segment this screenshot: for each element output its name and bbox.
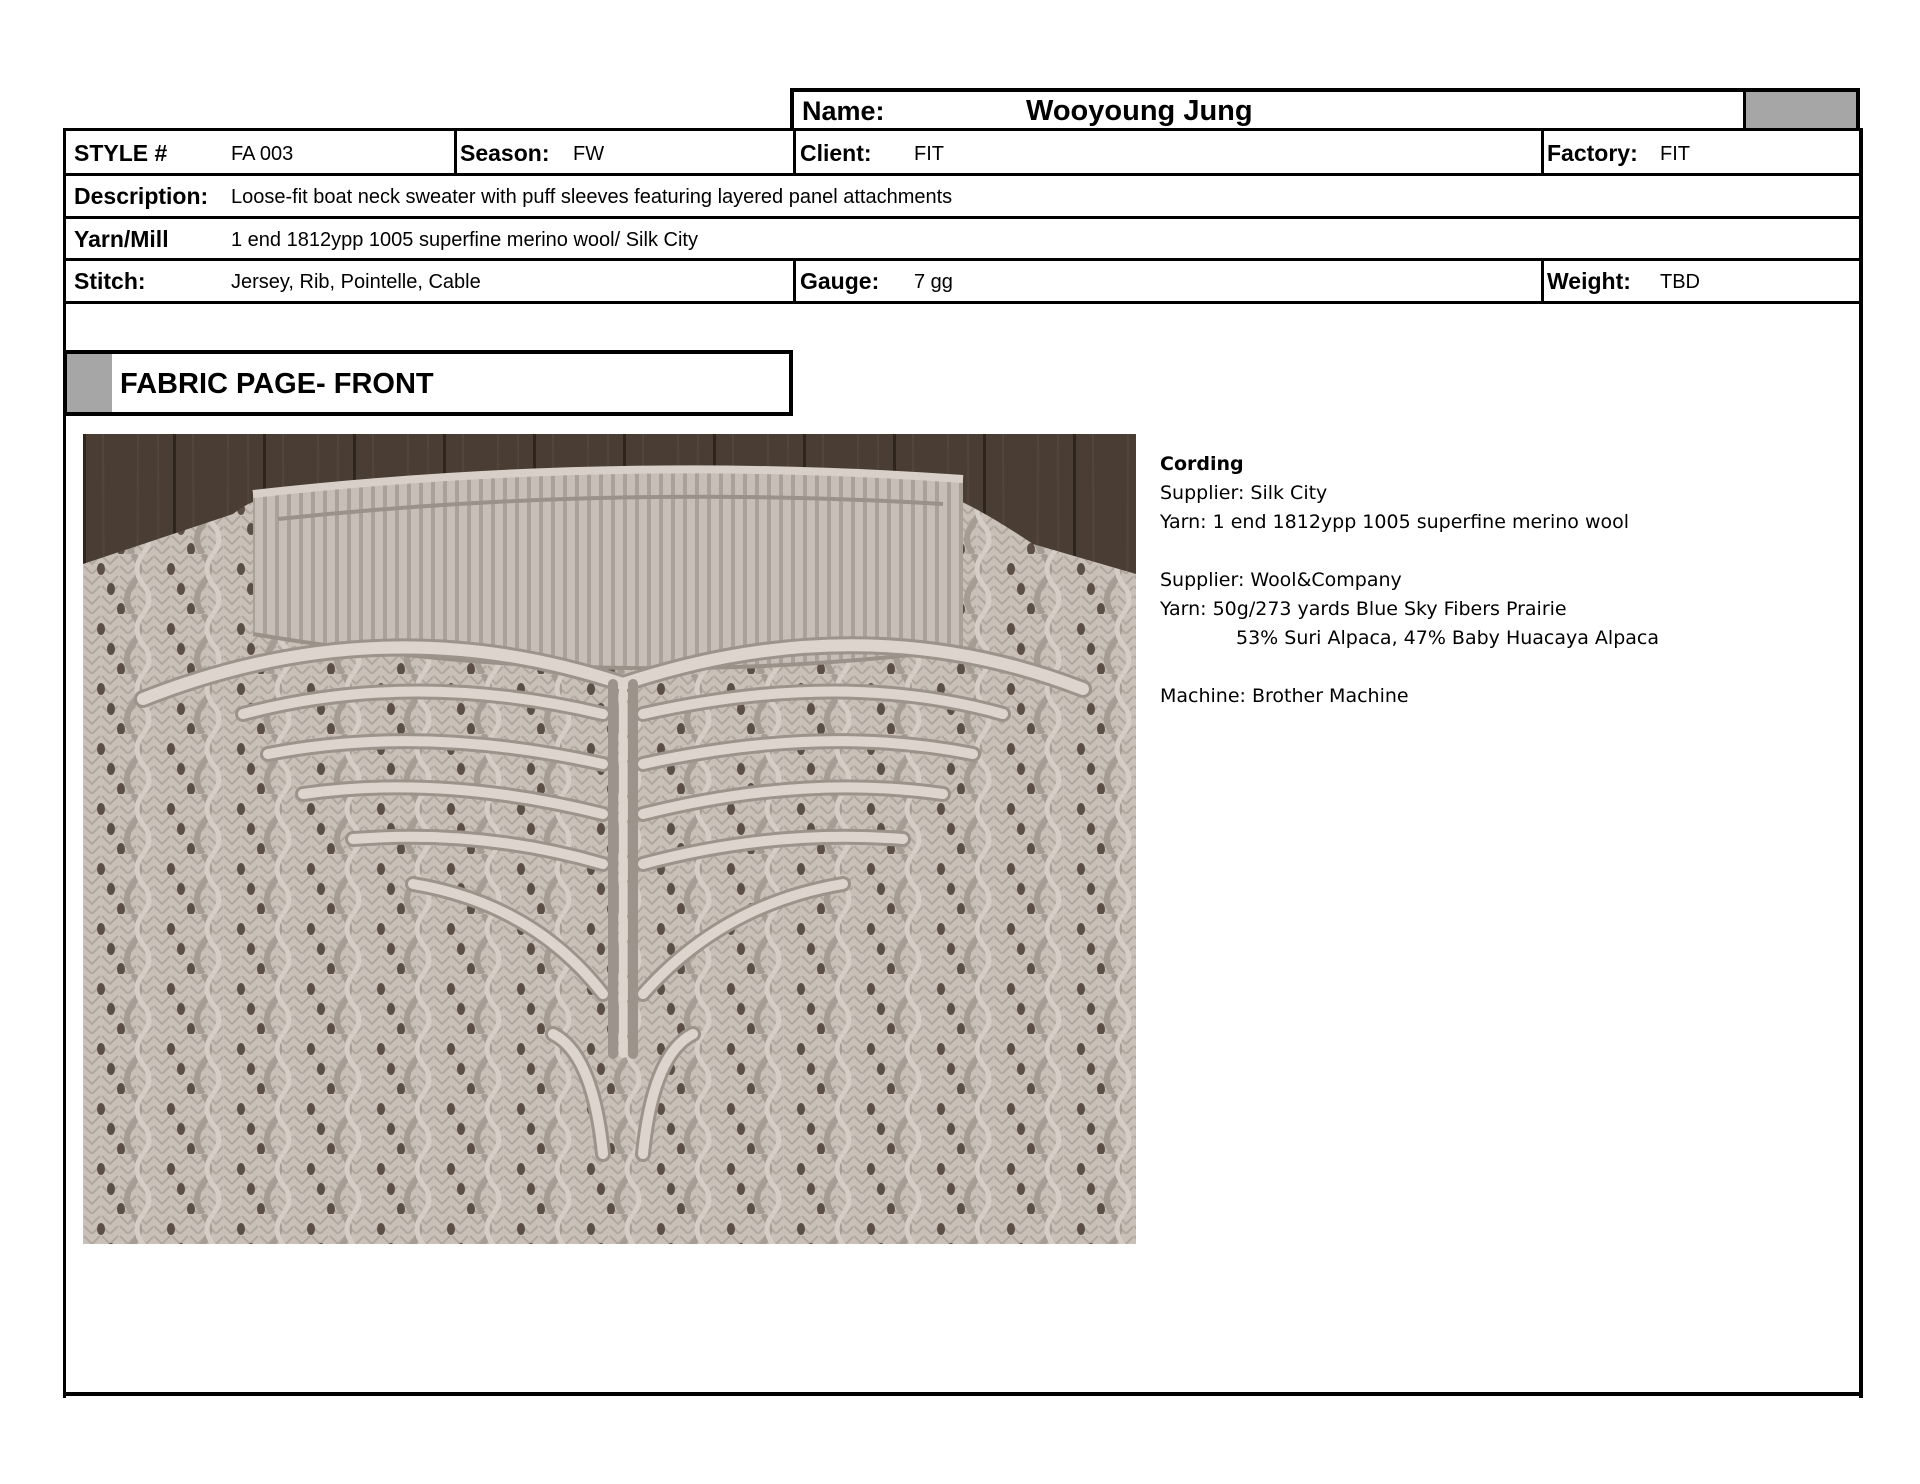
stitch-value: Jersey, Rib, Pointelle, Cable: [231, 271, 481, 293]
description-value: Loose-fit boat neck sweater with puff sleeves featuring layered panel attachments: [231, 186, 953, 208]
row-divider: [66, 173, 1859, 176]
section-swatch: [67, 354, 112, 412]
season-value: FW: [573, 143, 605, 165]
season-label: Season:: [460, 140, 550, 166]
name-value: Wooyoung Jung: [1026, 95, 1253, 127]
yarn-mill-value: 1 end 1812ypp 1005 superfine merino wool/ Silk City: [231, 229, 698, 251]
gauge-value: 7 gg: [914, 271, 953, 293]
factory-label: Factory:: [1547, 140, 1638, 166]
weight-value: TBD: [1660, 271, 1700, 293]
client-value: FIT: [914, 143, 944, 165]
machine: Machine: Brother Machine: [1160, 685, 1409, 707]
yarn-2-content: 53% Suri Alpaca, 47% Baby Huacaya Alpaca: [1236, 627, 1660, 649]
sheet-bottom-rule: [63, 1392, 1863, 1396]
yarn-mill-label: Yarn/Mill: [74, 226, 169, 252]
weight-label: Weight:: [1547, 268, 1631, 294]
yarn-1: Yarn: 1 end 1812ypp 1005 superfine merino wool: [1160, 511, 1630, 533]
row-divider: [66, 258, 1859, 261]
section-title: FABRIC PAGE- FRONT: [120, 368, 434, 400]
client-label: Client:: [800, 140, 872, 166]
column-divider: [1541, 258, 1544, 301]
notes-heading: Cording: [1160, 453, 1244, 475]
factory-value: FIT: [1660, 143, 1690, 165]
column-divider: [1541, 131, 1544, 173]
fabric-photo: [83, 434, 1136, 1244]
column-divider: [454, 131, 457, 173]
stitch-label: Stitch:: [74, 268, 146, 294]
style-label: STYLE #: [74, 140, 168, 166]
description-label: Description:: [74, 183, 209, 209]
supplier-1: Supplier: Silk City: [1160, 482, 1328, 504]
name-swatch: [1743, 92, 1856, 130]
yarn-2: Yarn: 50g/273 yards Blue Sky Fibers Prairie: [1160, 598, 1567, 620]
knit-sweater-front-photo-icon: [83, 434, 1136, 1244]
name-label: Name:: [802, 96, 885, 126]
supplier-2: Supplier: Wool&Company: [1160, 569, 1402, 591]
style-value: FA 003: [231, 143, 294, 165]
section-title-box: [63, 350, 793, 416]
cording-notes: [1160, 450, 1659, 711]
column-divider: [793, 258, 796, 301]
gauge-label: Gauge:: [800, 268, 880, 294]
row-divider: [66, 301, 1859, 304]
row-divider: [66, 216, 1859, 219]
column-divider: [793, 131, 796, 173]
name-box: [790, 88, 1860, 130]
